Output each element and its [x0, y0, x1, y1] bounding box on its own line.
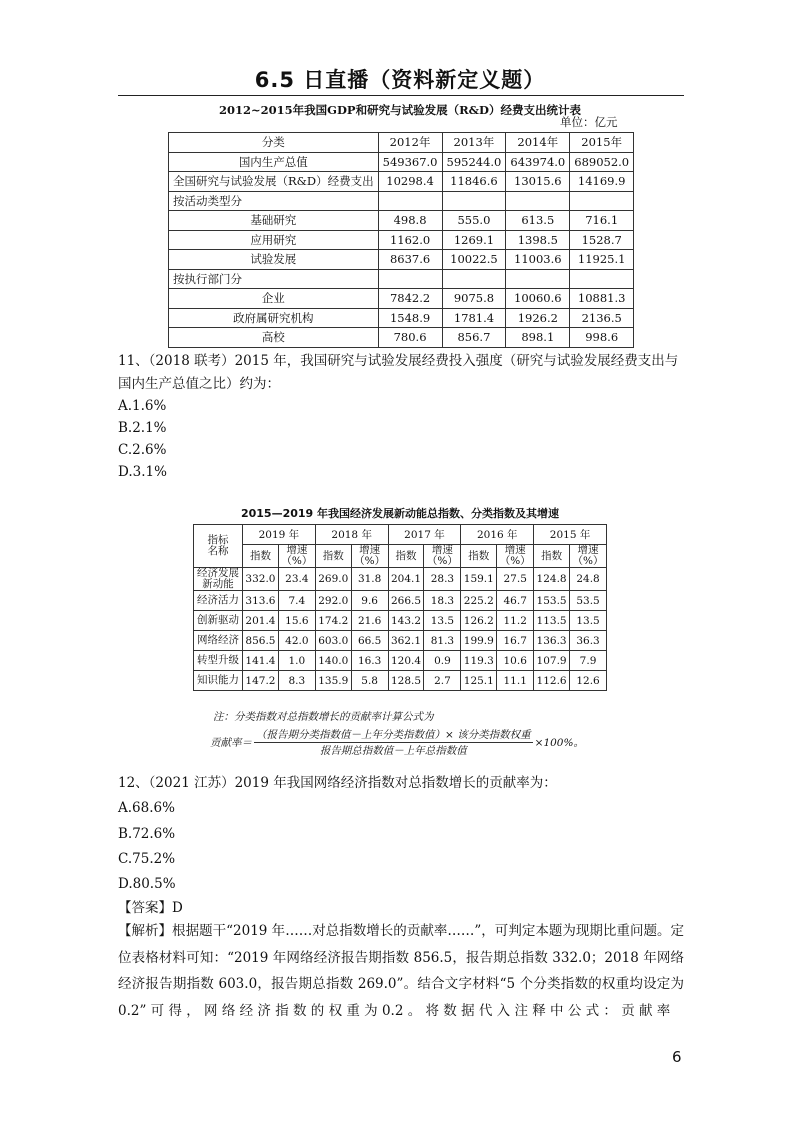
table2-cell: 292.0 — [315, 591, 351, 611]
table2-row-label-line1: 经济发展 — [197, 567, 239, 579]
table2-year-header: 2017 年 — [388, 525, 461, 545]
table2-cell: 225.2 — [461, 591, 497, 611]
table1-cell: 8637.6 — [378, 250, 442, 270]
table2-sub-growth — [570, 545, 607, 568]
table1-cell: 14169.9 — [570, 172, 634, 192]
table-row — [169, 250, 634, 270]
table2-cell: 2.7 — [424, 671, 461, 691]
table2-cell: 5.8 — [351, 671, 388, 691]
table1-cell — [570, 191, 634, 211]
table2-cell: 124.8 — [534, 568, 570, 591]
table-row — [194, 671, 607, 691]
table1-cell: 613.5 — [506, 211, 570, 231]
table-row — [169, 289, 634, 309]
table2-cell: 11.2 — [497, 611, 534, 631]
table2-row-label-line1: 创新驱动 — [197, 614, 239, 626]
table2-cell: 27.5 — [497, 568, 534, 591]
table2-cell: 53.5 — [570, 591, 607, 611]
table2-cell: 11.1 — [497, 671, 534, 691]
table2-cell: 603.0 — [315, 631, 351, 651]
table2-cell: 18.3 — [424, 591, 461, 611]
table2-cell: 66.5 — [351, 631, 388, 651]
table2-cell: 81.3 — [424, 631, 461, 651]
table2 — [193, 524, 607, 691]
table1-cell: 10022.5 — [442, 250, 506, 270]
table1-cell: 643974.0 — [506, 152, 570, 172]
table1-cell: 1269.1 — [442, 230, 506, 250]
table2-cell: 28.3 — [424, 568, 461, 591]
table2-cell: 13.5 — [424, 611, 461, 631]
table-row — [194, 591, 607, 611]
table2-corner — [194, 525, 243, 568]
table2-cell: 107.9 — [534, 651, 570, 671]
table2-cell: 0.9 — [424, 651, 461, 671]
table2-row-label — [194, 631, 243, 651]
table2-cell: 128.5 — [388, 671, 424, 691]
table2-sub-index: 指数 — [388, 545, 424, 568]
table1-cell: 1781.4 — [442, 308, 506, 328]
q12-explanation: 【解析】根据题干“2019 年……对总指数增长的贡献率……”，可判定本题为现期比重问题。定位表格材料可知：“2019 年网络经济报告期指数 856.5，报告期总指数 332.0；2018 年网络经济报告期指数 603.0，报告期总指数 269.0”。结合文字材料“5 个分类指数的权重均设定为 0.2” 可 得 ， 网 络 经 济 指 数 的 权 重 为 0.2 。 将 数 据 代 入 注 释 中 公 式 ： 贡 献 率 — [118, 923, 684, 1019]
table1-cell: 11925.1 — [570, 250, 634, 270]
table2-cell: 12.6 — [570, 671, 607, 691]
table-row — [194, 568, 607, 591]
table2-cell: 174.2 — [315, 611, 351, 631]
table2-cell: 16.7 — [497, 631, 534, 651]
table2-cell: 856.5 — [243, 631, 279, 651]
table2-sub-growth — [497, 545, 534, 568]
table1-cell: 10060.6 — [506, 289, 570, 309]
table2-cell: 135.9 — [315, 671, 351, 691]
table2-row-label — [194, 611, 243, 631]
table-row — [169, 328, 634, 348]
table1-row-label: 高校 — [169, 328, 379, 348]
table2-cell: 113.5 — [534, 611, 570, 631]
table2-cell: 143.2 — [388, 611, 424, 631]
table2-cell: 7.9 — [570, 651, 607, 671]
table1-group-label: 按执行部门分 — [169, 269, 379, 289]
q12-answer: 【答案】D — [118, 900, 183, 916]
q12-option-c: C.75.2% — [118, 851, 176, 867]
table1-cell: 1162.0 — [378, 230, 442, 250]
table2-sub-growth — [351, 545, 388, 568]
table1-row-label: 试验发展 — [169, 250, 379, 270]
table1-cell: 1548.9 — [378, 308, 442, 328]
q11-stem-line1: 11、（2018 联考）2015 年，我国研究与试验发展经费投入强度（研究与试验发展经费支出与 — [118, 353, 679, 369]
table2-sub-growth-line1: 增速 — [359, 544, 381, 556]
table1-row-label: 国内生产总值 — [169, 152, 379, 172]
table2-cell: 16.3 — [351, 651, 388, 671]
table2-row-label — [194, 651, 243, 671]
table1-col-header: 2012年 — [378, 133, 442, 153]
table1-cell: 10298.4 — [378, 172, 442, 192]
table1-col-header: 2014年 — [506, 133, 570, 153]
table1-cell: 595244.0 — [442, 152, 506, 172]
table-row — [169, 308, 634, 328]
table-row — [169, 152, 634, 172]
table2-note: 注：分类指数对总指数增长的贡献率计算公式为 — [213, 711, 434, 723]
table1-cell: 11003.6 — [506, 250, 570, 270]
formula-fraction — [254, 727, 533, 758]
table2-cell: 140.0 — [315, 651, 351, 671]
table1-cell: 498.8 — [378, 211, 442, 231]
table1-cell: 689052.0 — [570, 152, 634, 172]
q11-stem-line2: 国内生产总值之比）约为： — [118, 376, 280, 392]
table2-row-label — [194, 568, 243, 591]
q11-option-a: A.1.6% — [118, 398, 167, 414]
table2-year-header: 2019 年 — [243, 525, 316, 545]
table2-sub-growth-line2: （%） — [499, 555, 531, 567]
table2-year-header: 2016 年 — [461, 525, 534, 545]
header-divider — [118, 95, 684, 96]
table2-year-header: 2018 年 — [315, 525, 388, 545]
contribution-formula — [210, 727, 584, 758]
table2-sub-growth-line2: （%） — [354, 555, 386, 567]
q11-option-d: D.3.1% — [118, 464, 167, 480]
table2-cell: 136.3 — [534, 631, 570, 651]
table2-corner-line1: 指标 — [207, 534, 229, 546]
table1-cell: 856.7 — [442, 328, 506, 348]
table2-corner-line2: 名称 — [207, 545, 229, 557]
table1-cell: 998.6 — [570, 328, 634, 348]
table2-sub-growth — [278, 545, 315, 568]
table2-cell: 153.5 — [534, 591, 570, 611]
table2-row-label-line1: 经济活力 — [197, 594, 239, 606]
table2-sub-growth — [424, 545, 461, 568]
table2-sub-growth-line1: 增速 — [286, 544, 308, 556]
table1-title: 2012~2015年我国GDP和研究与试验发展（R&D）经费支出统计表 — [218, 103, 581, 117]
table2-sub-growth-line1: 增速 — [504, 544, 526, 556]
table2-cell: 141.4 — [243, 651, 279, 671]
table1 — [168, 132, 634, 348]
table1-cell: 549367.0 — [378, 152, 442, 172]
table-row — [194, 651, 607, 671]
table2-cell: 147.2 — [243, 671, 279, 691]
table1-cell: 9075.8 — [442, 289, 506, 309]
table2-sub-row — [194, 545, 607, 568]
table1-cell: 10881.3 — [570, 289, 634, 309]
table2-sub-growth-line1: 增速 — [577, 544, 599, 556]
table2-row-label-line1: 知识能力 — [197, 674, 239, 686]
table-row — [169, 191, 634, 211]
table1-cell — [378, 191, 442, 211]
table1-cell — [442, 269, 506, 289]
table1-header-row — [169, 133, 634, 153]
table2-cell: 21.6 — [351, 611, 388, 631]
table2-cell: 23.4 — [278, 568, 315, 591]
table2-cell: 125.1 — [461, 671, 497, 691]
table1-cell — [378, 269, 442, 289]
table1-cell: 11846.6 — [442, 172, 506, 192]
table1-cell — [506, 191, 570, 211]
page-title: 6.5 日直播（资料新定义题） — [254, 68, 546, 92]
table2-sub-index: 指数 — [243, 545, 279, 568]
table1-col-header: 2015年 — [570, 133, 634, 153]
formula-lhs: 贡献率＝ — [210, 737, 252, 749]
table1-row-label: 企业 — [169, 289, 379, 309]
table2-cell: 126.2 — [461, 611, 497, 631]
formula-numerator: （报告期分类指数值－上年分类指数值）× 该分类指数权重 — [256, 729, 531, 741]
table2-cell: 31.8 — [351, 568, 388, 591]
table2-cell: 24.8 — [570, 568, 607, 591]
table2-cell: 266.5 — [388, 591, 424, 611]
table2-sub-growth-line2: （%） — [572, 555, 604, 567]
q11-option-c: C.2.6% — [118, 442, 167, 458]
formula-denominator: 报告期总指数值－上年总指数值 — [319, 745, 467, 757]
table2-year-row — [194, 525, 607, 545]
table2-cell: 159.1 — [461, 568, 497, 591]
table1-row-label: 政府属研究机构 — [169, 308, 379, 328]
table1-cell: 13015.6 — [506, 172, 570, 192]
table1-cell: 1398.5 — [506, 230, 570, 250]
table2-row-label — [194, 591, 243, 611]
table2-cell: 8.3 — [278, 671, 315, 691]
table2-cell: 15.6 — [278, 611, 315, 631]
table-row — [169, 230, 634, 250]
table1-cell: 716.1 — [570, 211, 634, 231]
table-row — [194, 611, 607, 631]
table2-cell: 46.7 — [497, 591, 534, 611]
table2-row-label-line1: 转型升级 — [197, 654, 239, 666]
table2-row-label-line2: 新动能 — [202, 578, 234, 590]
table2-row-label — [194, 671, 243, 691]
table1-cell — [442, 191, 506, 211]
table2-cell: 332.0 — [243, 568, 279, 591]
table1-cell — [570, 269, 634, 289]
table2-cell: 269.0 — [315, 568, 351, 591]
table2-sub-index: 指数 — [461, 545, 497, 568]
table1-cell: 7842.2 — [378, 289, 442, 309]
table1-unit: 单位：亿元 — [560, 115, 618, 129]
table-row — [194, 631, 607, 651]
table1-cell: 2136.5 — [570, 308, 634, 328]
table-row — [169, 211, 634, 231]
table1-cell: 898.1 — [506, 328, 570, 348]
table2-cell: 201.4 — [243, 611, 279, 631]
table1-cell: 1926.2 — [506, 308, 570, 328]
table2-cell: 112.6 — [534, 671, 570, 691]
table2-cell: 199.9 — [461, 631, 497, 651]
table2-cell: 362.1 — [388, 631, 424, 651]
q12-option-d: D.80.5% — [118, 876, 176, 892]
table2-cell: 313.6 — [243, 591, 279, 611]
table1-cell: 1528.7 — [570, 230, 634, 250]
table2-cell: 7.4 — [278, 591, 315, 611]
q12-stem: 12、（2021 江苏）2019 年我国网络经济指数对总指数增长的贡献率为： — [118, 775, 557, 791]
table2-sub-growth-line1: 增速 — [431, 544, 453, 556]
table2-row-label-line1: 网络经济 — [197, 634, 239, 646]
q12-option-a: A.68.6% — [118, 800, 175, 816]
table1-group-label: 按活动类型分 — [169, 191, 379, 211]
formula-tail: ×100%。 — [534, 737, 584, 749]
table1-cell — [506, 269, 570, 289]
table2-cell: 204.1 — [388, 568, 424, 591]
table2-sub-index: 指数 — [534, 545, 570, 568]
table2-sub-growth-line2: （%） — [281, 555, 313, 567]
table2-sub-growth-line2: （%） — [426, 555, 458, 567]
table2-cell: 120.4 — [388, 651, 424, 671]
q11-option-b: B.2.1% — [118, 420, 167, 436]
table2-cell: 13.5 — [570, 611, 607, 631]
table-row — [169, 269, 634, 289]
table2-cell: 1.0 — [278, 651, 315, 671]
page-number: 6 — [672, 1048, 682, 1066]
table2-cell: 36.3 — [570, 631, 607, 651]
table1-row-label: 全国研究与试验发展（R&D）经费支出 — [169, 172, 379, 192]
table1-row-label: 应用研究 — [169, 230, 379, 250]
table2-title: 2015—2019 年我国经济发展新动能总指数、分类指数及其增速 — [240, 507, 560, 520]
table2-sub-index: 指数 — [315, 545, 351, 568]
table2-cell: 10.6 — [497, 651, 534, 671]
table2-cell: 9.6 — [351, 591, 388, 611]
q12-option-b: B.72.6% — [118, 826, 176, 842]
table2-body — [194, 568, 607, 691]
table1-cell: 780.6 — [378, 328, 442, 348]
table1-row-label: 基础研究 — [169, 211, 379, 231]
table2-cell: 42.0 — [278, 631, 315, 651]
table1-col-header: 分类 — [169, 133, 379, 153]
table2-cell: 119.3 — [461, 651, 497, 671]
table1-col-header: 2013年 — [442, 133, 506, 153]
table-row — [169, 172, 634, 192]
table1-cell: 555.0 — [442, 211, 506, 231]
table2-year-header: 2015 年 — [534, 525, 607, 545]
